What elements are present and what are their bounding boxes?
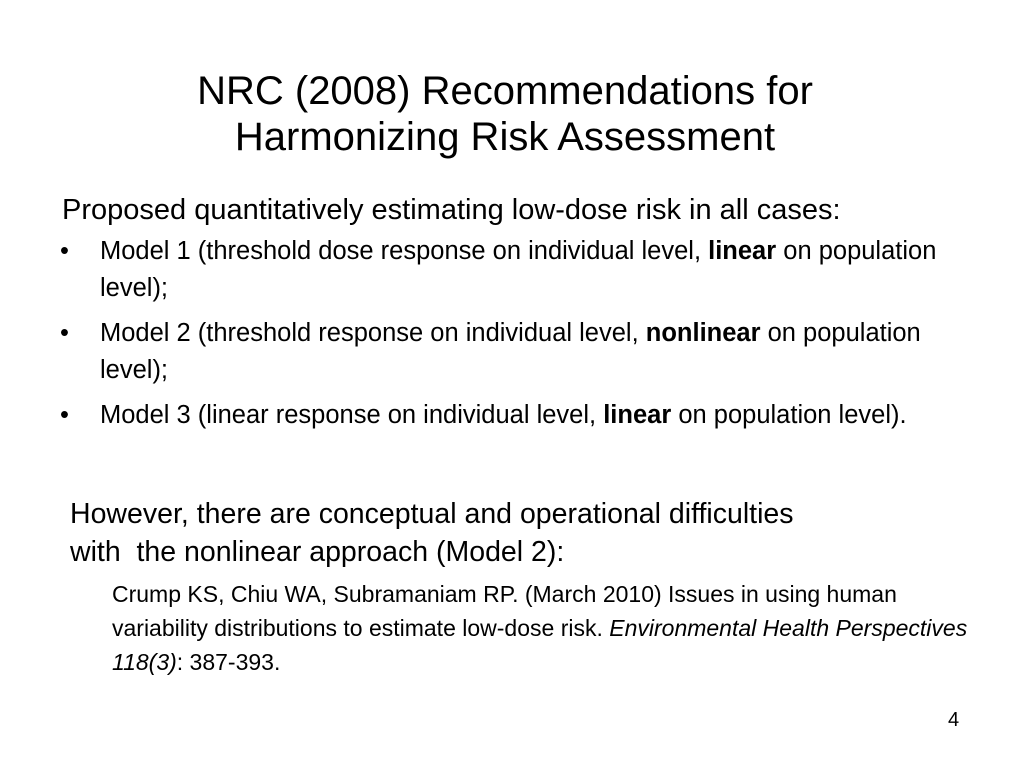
bullet-emphasis: linear	[603, 401, 672, 429]
bullet-item-model-1	[56, 233, 986, 307]
bullet-item-model-2	[56, 315, 986, 389]
intro-text: Proposed quantitatively estimating low-dose risk in all cases:	[62, 194, 841, 226]
difficulties-line-1: However, there are conceptual and operational difficulties	[70, 498, 794, 530]
bullet-emphasis: linear	[708, 237, 777, 265]
citation-journal: Environmental Health Perspectives 118(3)	[112, 615, 968, 675]
bullet-text: on population level).	[671, 401, 907, 429]
bullet-list	[56, 233, 986, 442]
bullet-item-model-3	[56, 397, 986, 434]
page-number: 4	[948, 709, 960, 731]
citation-pages: : 387-393.	[176, 649, 281, 675]
bullet-text: on population level);	[100, 237, 937, 302]
citation	[112, 577, 992, 679]
bullet-marker: •	[60, 401, 69, 429]
bullet-text: Model 3 (linear response on individual level,	[100, 401, 604, 429]
bullet-text: Model 2 (threshold response on individual level,	[100, 319, 646, 347]
bullet-text: on population level);	[100, 319, 921, 384]
bullet-marker: •	[60, 237, 69, 265]
title-line-1: NRC (2008) Recommendations for	[197, 69, 813, 113]
title-line-2: Harmonizing Risk Assessment	[234, 115, 776, 159]
citation-authors: Crump KS, Chiu WA, Subramaniam RP. (March 2010) Issues in using human variability distributions to estimate low-dose risk.	[112, 581, 897, 641]
bullet-emphasis: nonlinear	[645, 319, 761, 347]
slide-title	[0, 68, 1010, 160]
bullet-marker: •	[60, 319, 69, 347]
bullet-text: Model 1 (threshold dose response on individual level,	[100, 237, 709, 265]
difficulties-statement	[70, 495, 970, 571]
difficulties-line-2: with the nonlinear approach (Model 2):	[70, 536, 565, 568]
